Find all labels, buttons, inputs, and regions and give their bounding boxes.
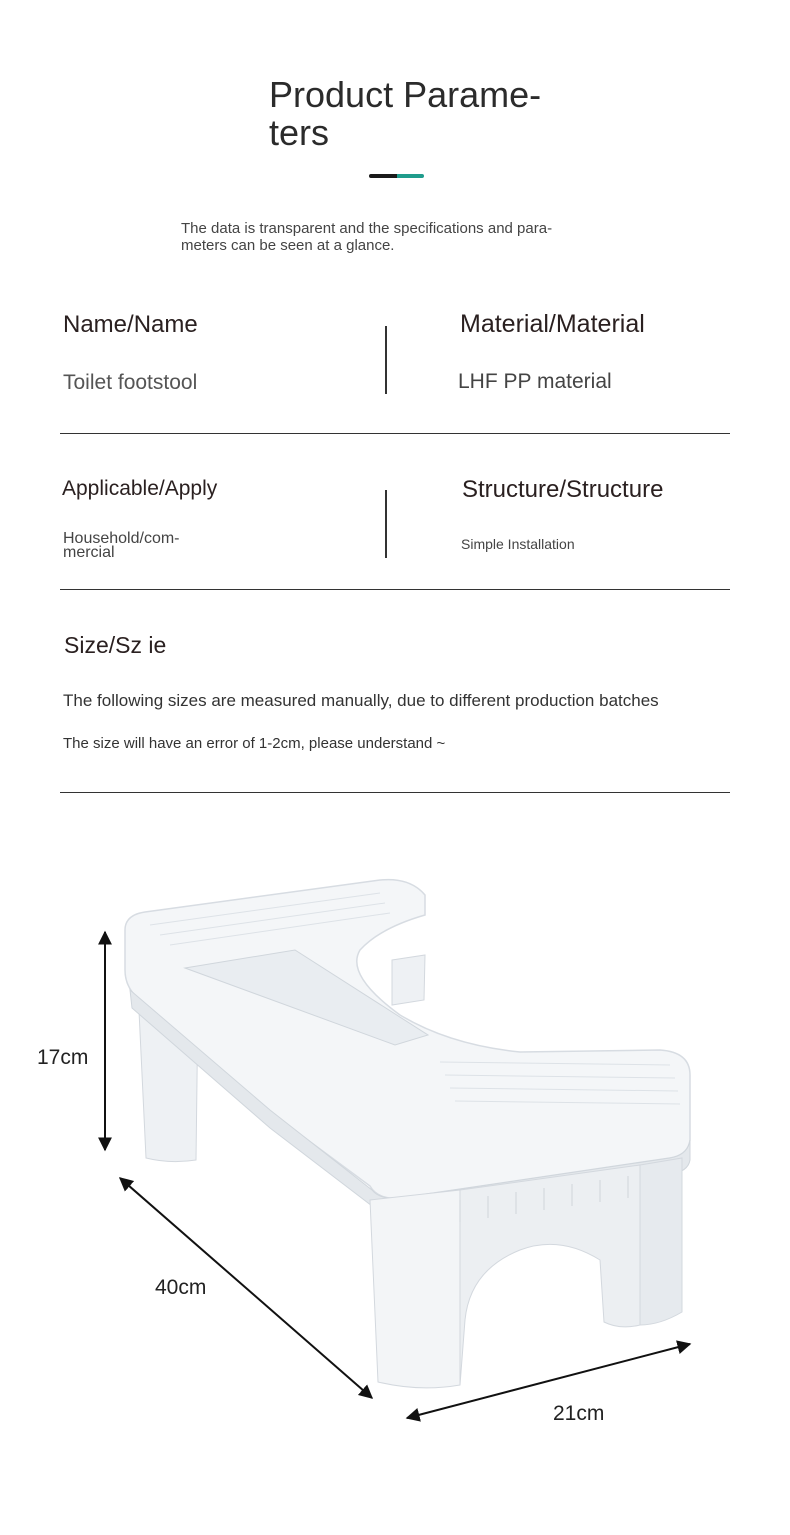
title-accent-bar: [369, 174, 424, 178]
apply-value: [63, 532, 180, 560]
apply-label: Applicable/Apply: [62, 477, 218, 500]
page-title: [269, 76, 589, 152]
column-divider: [385, 490, 387, 558]
apply-value-line-2: mercial: [63, 544, 115, 561]
accent-dark-segment: [369, 174, 397, 178]
product-image: [0, 820, 790, 1535]
apply-value-line-1: Household/com-: [63, 530, 180, 547]
title-line-2: ters: [269, 112, 330, 153]
width-dimension-label: 21cm: [553, 1402, 605, 1425]
column-divider: [385, 326, 387, 394]
accent-teal-segment: [397, 174, 424, 178]
toilet-footstool-illustration: [125, 880, 690, 1388]
row-divider: [60, 589, 730, 590]
size-label: Size/Sz ie: [64, 632, 167, 658]
size-note-1: The following sizes are measured manually, due to different production batches: [63, 691, 659, 710]
length-dimension-label: 40cm: [155, 1276, 207, 1299]
row-divider: [60, 792, 730, 793]
size-note-2: The size will have an error of 1-2cm, please understand ~: [63, 735, 446, 752]
material-label: Material/Material: [460, 310, 645, 338]
name-label: Name/Name: [63, 311, 198, 338]
subtitle: [181, 220, 611, 254]
name-value: Toilet footstool: [63, 371, 198, 394]
structure-value: Simple Installation: [461, 536, 575, 552]
subtitle-line-1: The data is transparent and the specifications and para-: [181, 220, 553, 237]
subtitle-line-2: meters can be seen at a glance.: [181, 237, 395, 254]
title-line-1: Product Parame-: [269, 74, 542, 115]
row-divider: [60, 433, 730, 434]
material-value: LHF PP material: [458, 370, 612, 393]
structure-label: Structure/Structure: [462, 476, 664, 503]
height-dimension-label: 17cm: [37, 1046, 89, 1069]
